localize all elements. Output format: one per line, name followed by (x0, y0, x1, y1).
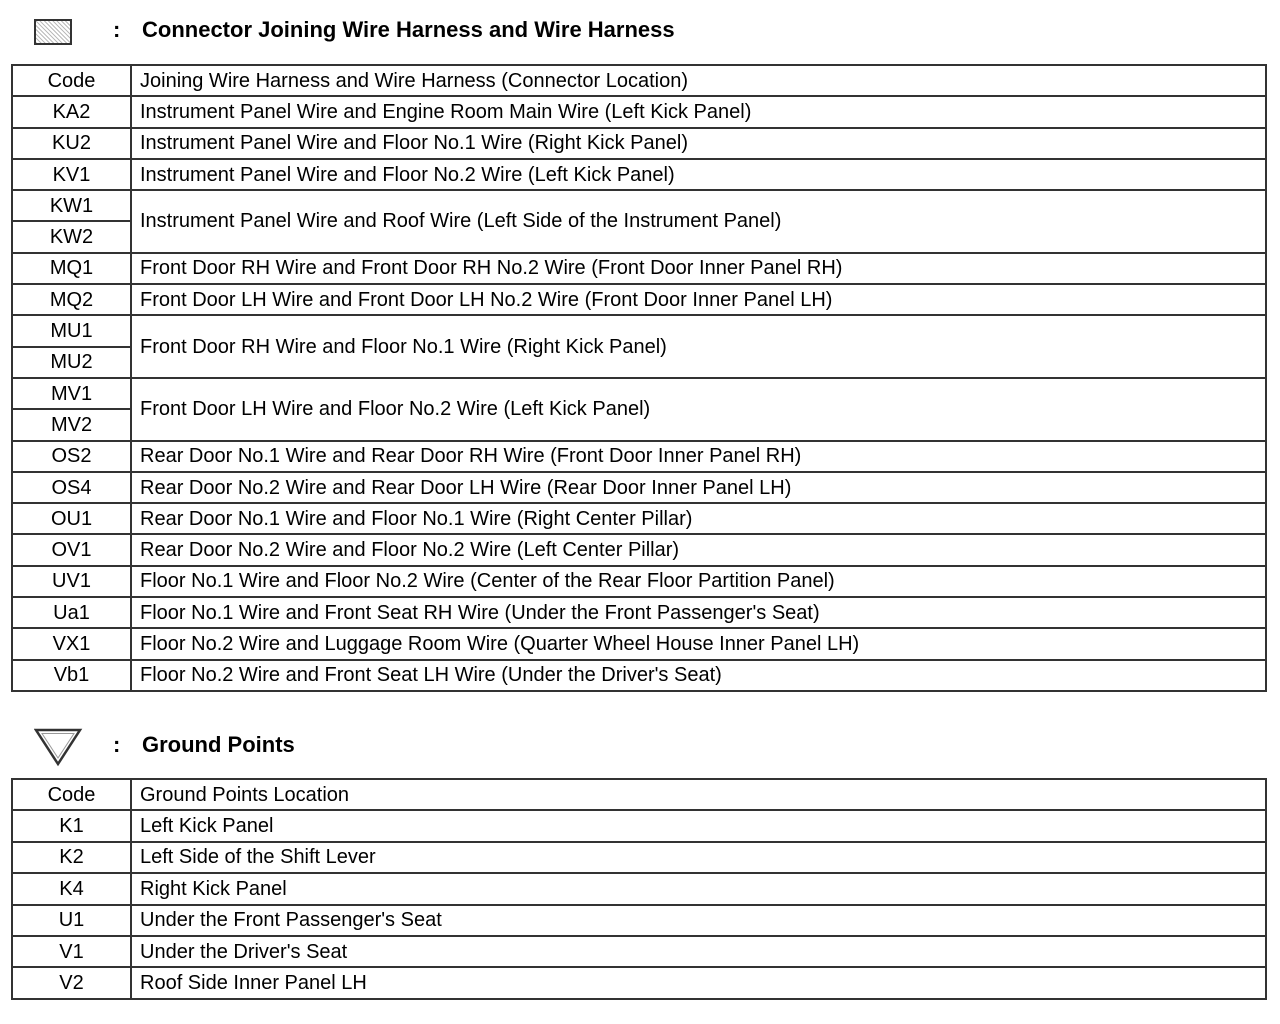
table-row (12, 660, 1266, 691)
connector-table-body (12, 65, 1266, 691)
connector-section-title: Connector Joining Wire Harness and Wire Harness (142, 17, 675, 42)
description-cell: Floor No.1 Wire and Floor No.2 Wire (Center of the Rear Floor Partition Panel) (131, 566, 1266, 597)
table-row (12, 472, 1266, 503)
code-cell: KA2 (12, 96, 131, 127)
table-row (12, 253, 1266, 284)
connector-table-header-row (12, 65, 1266, 96)
table-row (12, 128, 1266, 159)
table-row (12, 534, 1266, 565)
description-cell: Roof Side Inner Panel LH (131, 967, 1266, 998)
code-cell: K1 (12, 810, 131, 841)
code-cell: KU2 (12, 128, 131, 159)
code-column-header: Code (12, 65, 131, 96)
table-row (12, 96, 1266, 127)
table-row (12, 378, 1266, 409)
description-cell: Front Door LH Wire and Front Door LH No.2 Wire (Front Door Inner Panel LH) (131, 284, 1266, 315)
description-cell: Instrument Panel Wire and Roof Wire (Left Side of the Instrument Panel) (131, 190, 1266, 253)
code-cell: OU1 (12, 503, 131, 534)
description-column-header: Ground Points Location (131, 779, 1266, 810)
description-cell: Front Door LH Wire and Floor No.2 Wire (Left Kick Panel) (131, 378, 1266, 441)
code-cell: MQ1 (12, 253, 131, 284)
code-cell: MU1 (12, 315, 131, 346)
code-cell: KW1 (12, 190, 131, 221)
code-cell: V2 (12, 967, 131, 998)
code-cell: K2 (12, 842, 131, 873)
description-cell: Instrument Panel Wire and Engine Room Main Wire (Left Kick Panel) (131, 96, 1266, 127)
description-cell: Left Kick Panel (131, 810, 1266, 841)
table-row (12, 190, 1266, 221)
connector-section-header (0, 12, 1280, 52)
table-row (12, 159, 1266, 190)
code-cell: Ua1 (12, 597, 131, 628)
description-cell: Front Door RH Wire and Floor No.1 Wire (Right Kick Panel) (131, 315, 1266, 378)
ground-table-header-row (12, 779, 1266, 810)
description-cell: Instrument Panel Wire and Floor No.1 Wire (Right Kick Panel) (131, 128, 1266, 159)
ground-header-colon: : (113, 732, 121, 757)
table-row (12, 503, 1266, 534)
connector-header-colon: : (113, 17, 121, 42)
description-column-header: Joining Wire Harness and Wire Harness (Connector Location) (131, 65, 1266, 96)
table-row (12, 597, 1266, 628)
code-cell: KV1 (12, 159, 131, 190)
description-cell: Rear Door No.1 Wire and Rear Door RH Wire (Front Door Inner Panel RH) (131, 441, 1266, 472)
table-row (12, 873, 1266, 904)
description-cell: Rear Door No.2 Wire and Rear Door LH Wire (Rear Door Inner Panel LH) (131, 472, 1266, 503)
code-cell: MU2 (12, 347, 131, 378)
code-cell: V1 (12, 936, 131, 967)
code-cell: MV2 (12, 409, 131, 440)
description-cell: Floor No.1 Wire and Front Seat RH Wire (Under the Front Passenger's Seat) (131, 597, 1266, 628)
description-cell: Under the Front Passenger's Seat (131, 905, 1266, 936)
table-row (12, 566, 1266, 597)
code-cell: MQ2 (12, 284, 131, 315)
code-cell: VX1 (12, 628, 131, 659)
table-row (12, 905, 1266, 936)
table-row (12, 315, 1266, 346)
table-row (12, 441, 1266, 472)
table-row (12, 967, 1266, 998)
table-row (12, 842, 1266, 873)
description-cell: Front Door RH Wire and Front Door RH No.2 Wire (Front Door Inner Panel RH) (131, 253, 1266, 284)
description-cell: Left Side of the Shift Lever (131, 842, 1266, 873)
ground-section-header (0, 726, 1280, 766)
code-cell: KW2 (12, 221, 131, 252)
description-cell: Right Kick Panel (131, 873, 1266, 904)
code-cell: U1 (12, 905, 131, 936)
ground-table (11, 778, 1267, 1000)
code-cell: OV1 (12, 534, 131, 565)
table-row (12, 810, 1266, 841)
description-cell: Instrument Panel Wire and Floor No.2 Wire (Left Kick Panel) (131, 159, 1266, 190)
code-cell: UV1 (12, 566, 131, 597)
description-cell: Floor No.2 Wire and Front Seat LH Wire (Under the Driver's Seat) (131, 660, 1266, 691)
table-row (12, 936, 1266, 967)
description-cell: Under the Driver's Seat (131, 936, 1266, 967)
table-row (12, 284, 1266, 315)
connector-table (11, 64, 1267, 692)
code-cell: OS2 (12, 441, 131, 472)
table-row (12, 628, 1266, 659)
ground-table-body (12, 779, 1266, 999)
description-cell: Floor No.2 Wire and Luggage Room Wire (Quarter Wheel House Inner Panel LH) (131, 628, 1266, 659)
code-cell: K4 (12, 873, 131, 904)
square-box-icon (34, 19, 72, 45)
code-cell: OS4 (12, 472, 131, 503)
code-cell: Vb1 (12, 660, 131, 691)
ground-section-title: Ground Points (142, 732, 295, 757)
code-cell: MV1 (12, 378, 131, 409)
description-cell: Rear Door No.1 Wire and Floor No.1 Wire (Right Center Pillar) (131, 503, 1266, 534)
inverted-triangle-icon (34, 726, 84, 768)
description-cell: Rear Door No.2 Wire and Floor No.2 Wire (Left Center Pillar) (131, 534, 1266, 565)
code-column-header: Code (12, 779, 131, 810)
